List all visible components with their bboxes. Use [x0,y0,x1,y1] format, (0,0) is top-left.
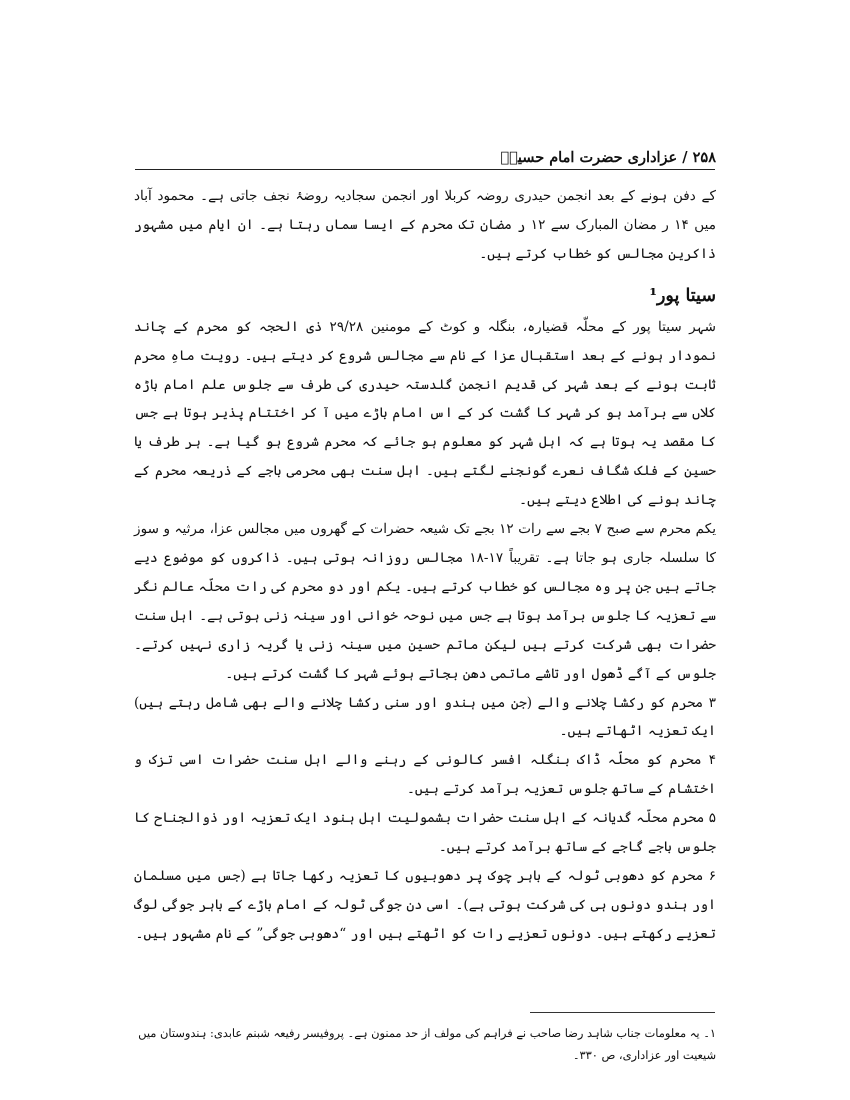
paragraph: ۳ محرم کو رکشا چلانے والے (جن میں ہندو اور سنی رکشا چلانے والے بھی شامل رہتے ہیں) ایک تعزیہ اٹھاتے ہیں۔ [134,694,716,740]
running-header [130,148,716,168]
body-text [134,182,716,949]
header-rule [135,169,715,170]
running-title: عزاداری حضرت امام حسینؑ [500,149,678,166]
paragraph: ۶ محرم کو دھوبی ٹولہ کے باہر چوک پر دھوبیوں کا تعزیہ رکھا جاتا ہے (جس میں مسلمان اور ہندو دونوں ہی کی شرکت ہوتی ہے)۔ اسی دن جوگی ٹولہ کے امام باڑے کے باہر جوگی لوگ تعزیے رکھتے ہیں۔ دونوں تعزیے رات کو اٹھتے ہیں اور “دھوبی جوگی” کے نام مشہور ہیں۔ [134,867,716,942]
paragraph: ۵ محرم محلّہ گدیانہ کے اہل سنت حضرات بشمولیت اہل ہنود ایک تعزیہ اور ذوالجناح کا جلوس باجے گاجے کے ساتھ برآمد کرتے ہیں۔ [134,810,716,856]
section-heading: سیتا پور¹ [649,285,716,306]
header-separator: / [682,149,688,166]
paragraph: یکم محرم سے صبح ۷ بجے سے رات ۱۲ بجے تک شیعہ حضرات کے گھروں میں مجالس عزا، مرثیہ و سوز کا سلسلہ جاری ہو جاتا ہے۔ تقریباً ۱۷-۱۸ مجالس روزانہ ہوتی ہیں۔ ذاکروں کو موضوع دیے جاتے ہیں جن پر وہ مجالس کو خطاب کرتے ہیں۔ یکم اور دو محرم کی رات محلّہ عالم نگر سے تعزیہ کا جلوس برآمد ہوتا ہے جس میں نوحہ خوانی اور سینہ زنی ہوتی ہے۔ اہل سنت حضرات بھی شرکت کرتے ہیں لیکن ماتم حسین میں سینہ زنی یا گریہ زاری نہیں کرتے۔ جلوس کے آگے ڈھول اور تاشے ماتمی دھن بجاتے ہوئے شہر کا گشت کرتے ہیں۔ [134,521,717,682]
footnote-rule [530,1012,715,1013]
paragraph: ۴ محرم کو محلّہ ڈاک بنگلہ افسر کالونی کے رہنے والے اہل سنت حضرات اسی تزک و اختشام کے ساتھ جلوس تعزیہ برآمد کرتے ہیں۔ [134,752,716,798]
paragraph: کے دفن ہونے کے بعد انجمن حیدری روضہ کربلا اور انجمن سجادیہ روضۂ نجف جاتی ہے۔ محمود آباد میں ۱۴ ر مضان المبارک سے ۱۲ ر مضان تک محرم کے ایسا سماں رہتا ہے۔ ان ایام میں مشہور ذاکرین مجالس کو خطاب کرتے ہیں۔ [134,188,716,262]
footnote [134,1022,716,1066]
page-number: ۲۵۸ [692,149,716,166]
footnote-text: ۱۔ یہ معلومات جناب شاہد رضا صاحب نے فراہم کی مولف از حد ممنون ہے۔ پروفیسر رفیعہ شبنم عابدی: ہندوستان میں شیعیت اور عزاداری، ص ۳۳۰۔ [138,1026,716,1062]
paragraph: شہر سیتا پور کے محلّہ قضیارہ، بنگلہ و کوٹ کے مومنین ۲۹/۲۸ ذی الحجہ کو محرم کے چاند نمودار ہونے کے بعد استقبال عزا کے نام سے مجالس شروع کر دیتے ہیں۔ رویت ماہِ محرم ثابت ہونے کے بعد شہر کی قدیم انجمن گلدستہ حیدری کی طرف سے جلوس علم امام باڑہ کلاں سے برآمد ہو کر شہر کا گشت کر کے اس امام باڑے میں آ کر اختتام پذیر ہوتا ہے جس کا مقصد یہ ہوتا ہے کہ اہل شہر کو معلوم ہو جائے کہ محرم شروع ہو گیا ہے۔ ہر طرف یا حسین کے فلک شگاف نعرے گونجنے لگتے ہیں۔ اہل سنت بھی محرمی باجے کے ذریعہ محرم کے چاند ہونے کی اطلاع دیتے ہیں۔ [134,318,716,509]
